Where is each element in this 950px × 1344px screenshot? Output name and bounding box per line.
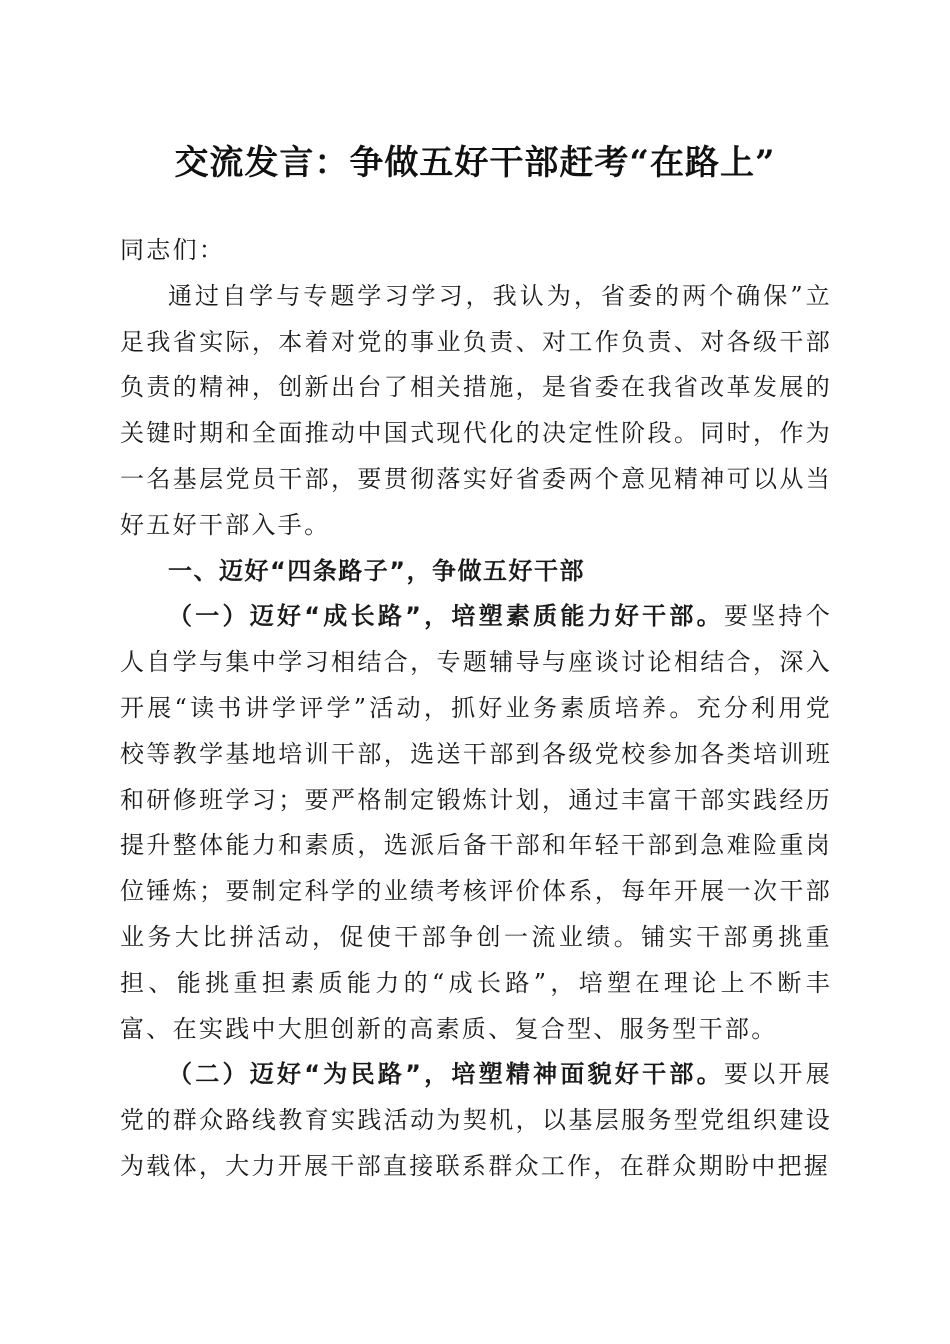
- section-heading: 一、迈好“四条路子”，争做五好干部: [168, 556, 586, 585]
- document-title: 交流发言：争做五好干部赶考“在路上”: [174, 143, 776, 183]
- document-body: [120, 228, 832, 1190]
- subsection-heading-2: （二）迈好“为民路”，培塑精神面貌好干部。: [168, 1060, 724, 1089]
- subsection-heading-1: （一）迈好“成长路”，培塑素质能力好干部。: [168, 602, 724, 631]
- intro-paragraph: 通过自学与专题学习学习，我认为，省委的两个确保”立足我省实际，本着对党的事业负责、对工作负责、对各级干部负责的精神，创新出台了相关措施，是省委在我省改革发展的关键时期和全面推动中国式现代化的决定性阶段。同时，作为一名基层党员干部，要贯彻落实好省委两个意见精神可以从当好五好干部入手。: [120, 281, 832, 539]
- salutation: 同志们：: [120, 236, 226, 264]
- subsection-text-1: 要坚持个人自学与集中学习相结合，专题辅导与座谈讨论相结合，深入开展“读书讲学评学”活动，抓好业务素质培养。充分利用党校等教学基地培训干部，选送干部到各级党校参加各类培训班和研修班学习；要严格制定锻炼计划，通过丰富干部实践经历提升整体能力和素质，选派后备干部和年轻干部到急难险重岗位锤炼；要制定科学的业绩考核评价体系，每年开展一次干部业务大比拼活动，促使干部争创一流业绩。铺实干部勇挑重担、能挑重担素质能力的“成长路”，培塑在理论上不断丰富、在实践中大胆创新的高素质、复合型、服务型干部。: [120, 602, 832, 1043]
- subsection-paragraph-2: [120, 1052, 832, 1189]
- subsection-paragraph-1: [120, 594, 832, 1052]
- subsection-text-2: 要以开展党的群众路线教育实践活动为契机，以基层服务型党组织建设为载体，大力开展干部直接联系群众工作，在群众期盼中把握: [120, 1060, 832, 1180]
